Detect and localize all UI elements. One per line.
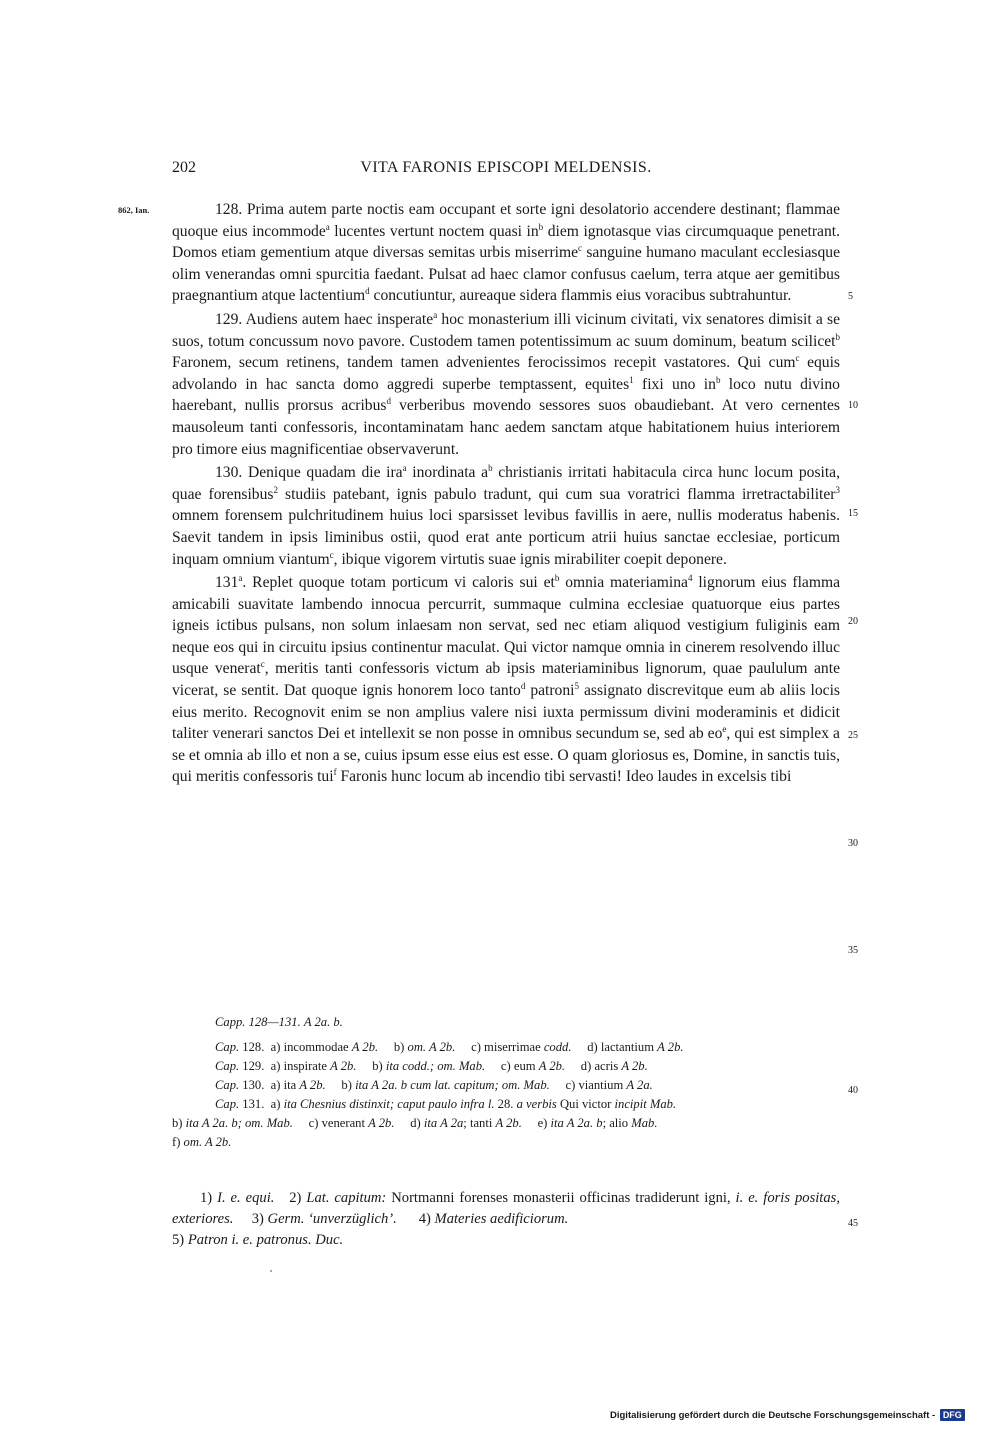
- paragraph-128: 128. Prima autem parte noctis eam occupant et sorte igni desolatorio accendere destinant; flammae quoque eius incommode$^a$ lucentes vertunt noctem quasi $in^b$ diem ignotasque vias circumquaque penetrant. Domos etiam gementium atque diversas semitas urbis miserrime$^c$ sanguine humano maculant ecclesiasque olim venerandas omni spurcitia faedant. Pulsat ad haec clamor confusus caelum, terra atque aer gemitibus praegnantium atque lactentium$^d$ concutiuntur, aureaque sidera flammis eius voracibus subtrahuntur.: [172, 201, 841, 305]
- running-header: [172, 159, 840, 181]
- digitization-footer: [610, 1409, 965, 1421]
- page-number: 202: [172, 159, 196, 176]
- apparatus-capp: Capp. 128—131. A 2a. b.: [215, 1015, 343, 1029]
- line-number: 10: [848, 400, 858, 411]
- apparatus-cap-130: Cap. 130. a) ita A 2b. b) ita A 2a. b cum lat. capitum; om. Mab. c) viantium A 2a.: [215, 1078, 653, 1092]
- dfg-logo: DFG: [940, 1409, 965, 1421]
- paragraph-129: 129. Audiens autem haec insperate$^a$ hoc monasterium illi vicinum civitati, vix senatores dimisit a se suos, totum concussum novo pavore. Custodem tamen potentissimum ac suum dominum, beatum scilicet$^b$ Faronem, secum retinens, tandem tamen advenientes ferocissimos recepit vastatores. Qui cum$^c$ equis advolando in hac sancta domo aggredi superbe temptassent, equites$^1$ fixi uno $in^b$ loco nutu divino haerebant, nullis prorsus acribus$^d$ verberibus movendo sessores suos obaudiebant. At vero cernentes mausoleum tanti confessoris, incontaminatam hanc aedem sanctam atque habitationem huius interiorem pro timore eius magnificentiae observaverunt.: [172, 309, 840, 458]
- line-number: 15: [848, 508, 858, 519]
- apparatus-cap-131: Cap. 131. a) ita Chesnius distinxit; caput paulo infra l. 28. a verbis Qui victor incipit Mab.: [215, 1097, 677, 1111]
- critical-apparatus: [172, 1013, 840, 1152]
- paragraph-130: 130. Denique quadam die ira$^a$ inordinata $a^b$ christianis irritati habitacula circa hunc locum posita, quae forensibus$^2$ studiis patebant, ignis pabulo tradunt, qui cum sua voratrici flamma irretractabiliter$^3$ omnem forensem pulchritudinem huius loci sparsisset levibus favillis in aere, nullis moderatus habenis. Saevit tandem in ipsis liminibus ostii, quod erat ante porticum atrii huius sanctae ecclesiae, porticum inquam omnium viantum$^c$, ibique vigorem virtutis suae ignis mirabiliter coepit deponere.: [172, 463, 840, 568]
- apparatus-cap-131-cont: b) ita A 2a. b; om. Mab. c) venerant A 2b. d) ita A 2a; tanti A 2b. e) ita A 2a. b; alio Mab.: [172, 1116, 658, 1130]
- footnote-5: 5) Patron i. e. patronus. Duc.: [172, 1232, 344, 1248]
- line-number: 35: [848, 945, 858, 956]
- main-text: [172, 199, 840, 790]
- paragraph-131: 131$^a$. Replet quoque totam porticum vi caloris sui $et^b$ omnia materiamina$^4$ lignorum eius flamma amicabili suavitate lambendo innocua percurrit, summaque culmina ecclesiae quatuorque eius partes igneis ictibus pulsans, non solum inlaesam non servat, sed nec etiam aliquod vestigium fuliginis eam neque eos qui in circuitu ipsius continentur maculat. Qui victor namque omnia in cinerem resolvendo illuc usque venerat$^c$, meritis tanti confessoris victum ab ipsis materiaminibus lignorum, quae paululum ante vicerat, se sentit. Dat quoque ignis honorem loco tanto$^d$ patroni$^5$ assignato discrevitque eum ab aliis locis eius merito. Recognovit enim se non amplius valere nisi iuxta permissum divini moderaminis et didicit taliter venerari sanctos Dei et intellexit se non posse in omnibus secundum se, sed ab $eo^e$, qui est simplex a se et omnia ab illo et non a se, cuius ipsum esse eius est esse. O quam gloriosus es, Domine, in sanctis tuis, qui meritis confessoris tui$^f$ Faronis hunc locum ab incendio tibi servasti! Ideo laudes in excelsis tibi: [172, 573, 841, 786]
- margin-date: 862, Ian.: [118, 205, 150, 215]
- footer-text: Digitalisierung gefördert durch die Deutsche Forschungsgemeinschaft -: [610, 1410, 936, 1421]
- line-number: 20: [848, 616, 858, 627]
- apparatus-cap-129: Cap. 129. a) inspirate A 2b. b) ita codd.; om. Mab. c) eum A 2b. d) acris A 2b.: [215, 1059, 648, 1073]
- line-number: 5: [848, 291, 853, 302]
- line-number: 25: [848, 730, 858, 741]
- apparatus-cap-131-f: f) om. A 2b.: [172, 1135, 232, 1149]
- line-number: 45: [848, 1218, 858, 1229]
- speck: [270, 1270, 272, 1272]
- running-title: VITA FARONIS EPISCOPI MELDENSIS.: [360, 159, 652, 176]
- line-number: 30: [848, 838, 858, 849]
- footnote-1-2: 1) I. e. equi. 2) Lat. capitum: Nortmanni forenses monasterii officinas tradiderunt igni, i. e. foris positas, exteriores. 3) Germ. ‘unverzüglich’. 4) Materies aedificiorum.: [172, 1190, 840, 1227]
- line-number: 40: [848, 1085, 858, 1096]
- footnotes: [172, 1188, 840, 1251]
- apparatus-cap-128: Cap. 128. a) incommodae A 2b. b) om. A 2b. c) miserrimae codd. d) lactantium A 2b.: [215, 1040, 684, 1054]
